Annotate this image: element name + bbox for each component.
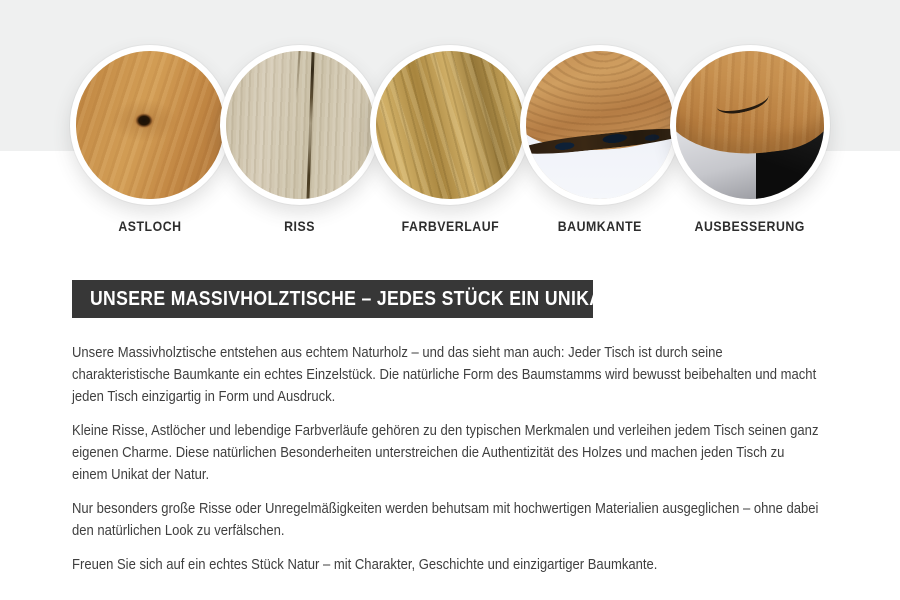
astloch-photo bbox=[70, 45, 230, 205]
feature-riss bbox=[220, 45, 380, 235]
farbverlauf-photo bbox=[370, 45, 530, 205]
section-body-text bbox=[72, 342, 819, 576]
feature-label-astloch: ASTLOCH bbox=[118, 218, 182, 234]
baumkante-photo bbox=[520, 45, 680, 205]
feature-farbverlauf bbox=[370, 45, 530, 235]
color-gradient-wood-image bbox=[376, 51, 524, 199]
feature-label-riss: RISS bbox=[284, 218, 316, 234]
feature-label-farbverlauf: FARBVERLAUF bbox=[401, 218, 499, 234]
section-heading-banner bbox=[72, 280, 613, 318]
paragraph-1: Unsere Massivholztische entstehen aus echtem Naturholz – und das sieht man auch: Jeder Tisch ist durch seine charakteristische Baumkante ein echtes Einzelstück. Die natürliche Form des Baumstamms wird bewusst beibehalten und macht jeden Tisch einzigartig in Form und Ausdruck. bbox=[72, 345, 817, 405]
paragraph-3: Nur besonders große Risse oder Unregelmäßigkeiten werden behutsam mit hochwertigen Materialien ausgeglichen – ohne dabei den natürlichen Look zu verfälschen. bbox=[72, 501, 819, 539]
wood-features-row bbox=[0, 0, 900, 235]
riss-photo bbox=[220, 45, 380, 205]
paragraph-2: Kleine Risse, Astlöcher und lebendige Farbverläufe gehören zu den typischen Merkmalen und verleihen jedem Tisch seinen ganz eigenen Charme. Diese natürlichen Besonderheiten unterstreichen die Authentizität des Holzes und machen jeden Tisch zu einem Unikat der Natur. bbox=[72, 423, 819, 483]
feature-ausbesserung bbox=[670, 45, 830, 235]
feature-astloch bbox=[70, 45, 230, 235]
feature-baumkante bbox=[520, 45, 680, 235]
cracked-wood-image bbox=[226, 51, 374, 199]
knothole-wood-image bbox=[76, 51, 224, 199]
section-heading: UNSERE MASSIVHOLZTISCHE – JEDES STÜCK EIN UNIKAT bbox=[90, 287, 613, 310]
feature-label-baumkante: BAUMKANTE bbox=[557, 218, 643, 234]
feature-label-ausbesserung: AUSBESSERUNG bbox=[694, 218, 806, 234]
paragraph-4: Freuen Sie sich auf ein echtes Stück Natur – mit Charakter, Geschichte und einzigartiger Baumkante. bbox=[72, 557, 658, 573]
ausbesserung-photo bbox=[670, 45, 830, 205]
